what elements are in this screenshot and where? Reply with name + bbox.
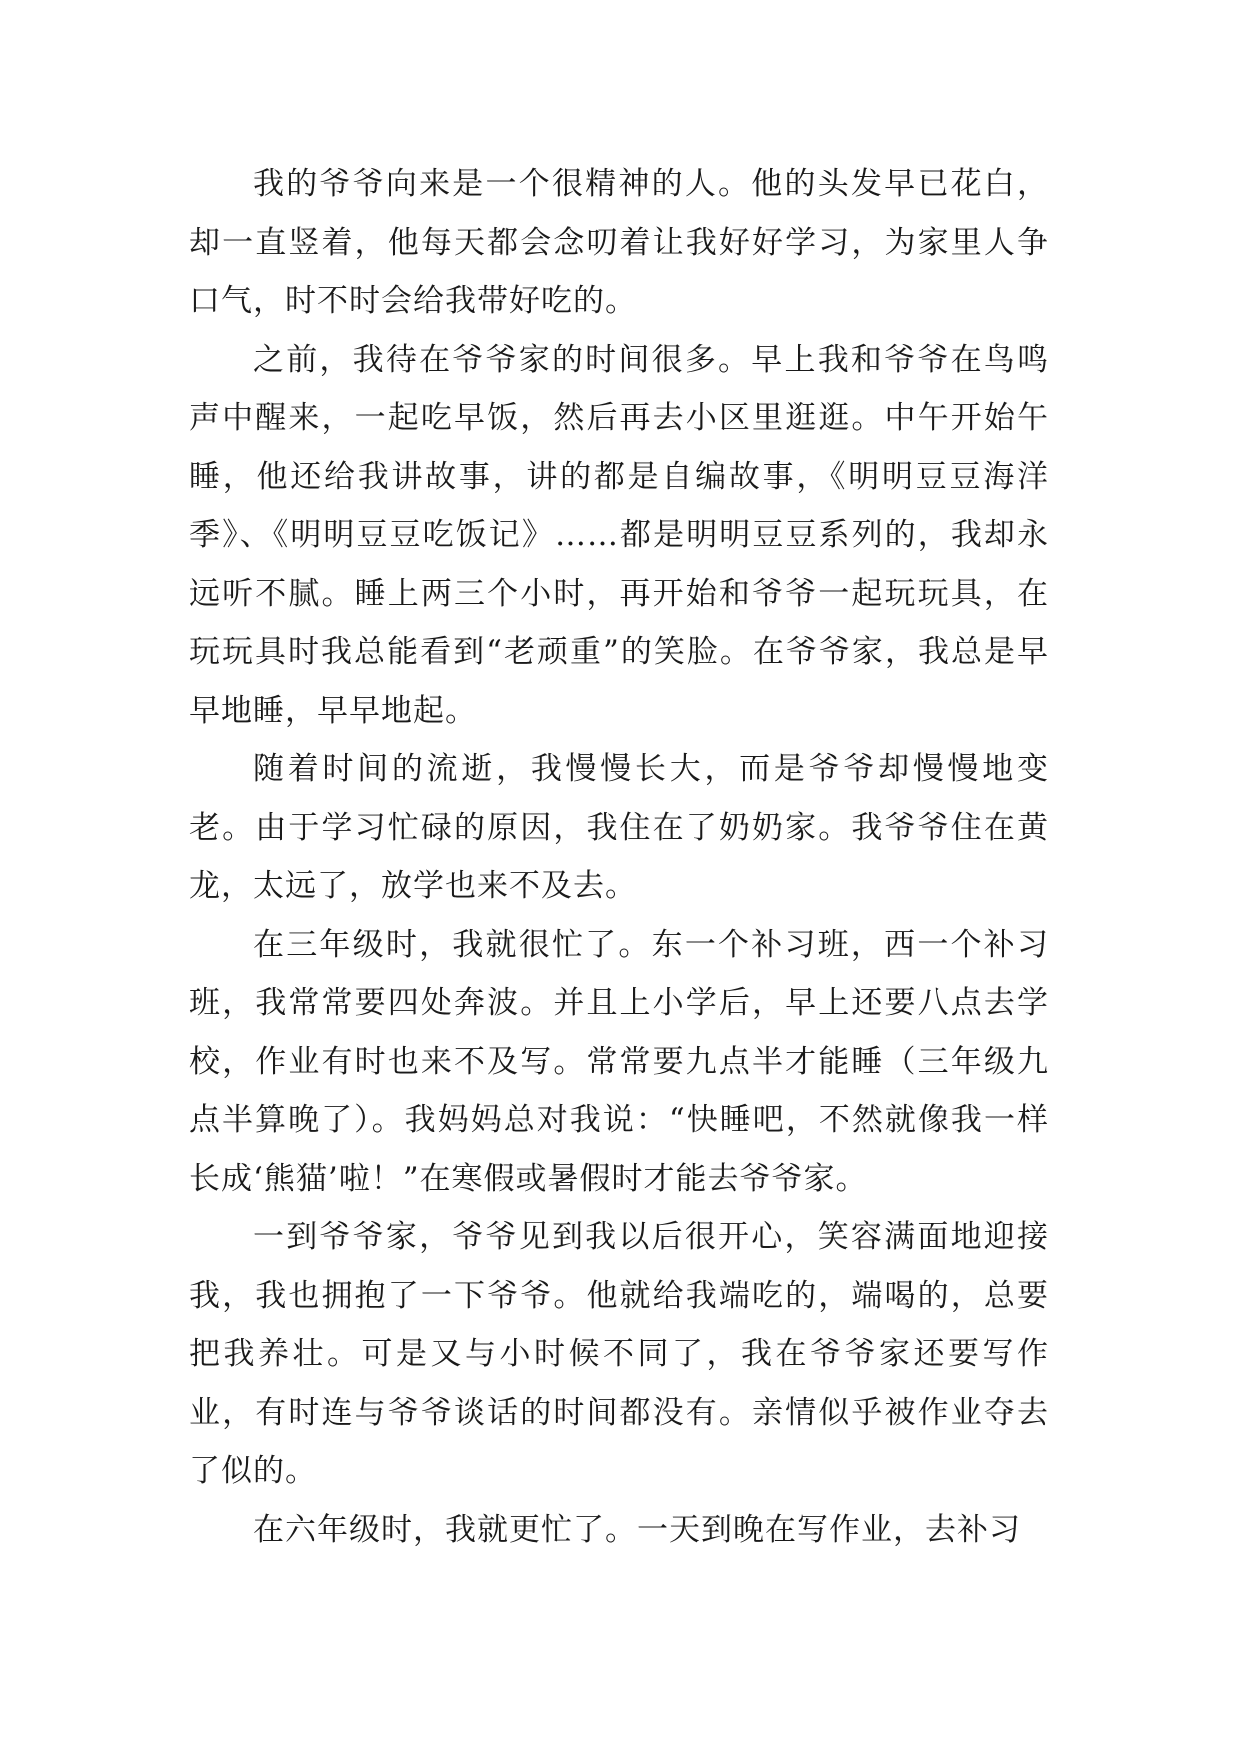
paragraph-3: 随着时间的流逝，我慢慢长大，而是爷爷却慢慢地变老。由于学习忙碌的原因，我住在了奶奶家。我爷爷住在黄龙，太远了，放学也来不及去。: [189, 751, 1049, 904]
paragraph-4: 在三年级时，我就很忙了。东一个补习班，西一个补习班，我常常要四处奔波。并且上小学后，早上还要八点去学校，作业有时也来不及写。常常要九点半才能睡（三年级九点半算晚了）。我妈妈总对我说：“快睡吧，不然就像我一样长成‘熊猫’啦！”在寒假或暑假时才能去爷爷家。: [189, 926, 1049, 1197]
document-body: [189, 155, 1049, 1559]
paragraph-2: 之前，我待在爷爷家的时间很多。早上我和爷爷在鸟鸣声中醒来，一起吃早饭，然后再去小区里逛逛。中午开始午睡，他还给我讲故事，讲的都是自编故事，《明明豆豆海洋季》、《明明豆豆吃饭记》……都是明明豆豆系列的，我却永远听不腻。睡上两三个小时，再开始和爷爷一起玩玩具，在玩玩具时我总能看到“老顽重”的笑脸。在爷爷家，我总是早早地睡，早早地起。: [189, 341, 1049, 729]
paragraph-1: 我的爷爷向来是一个很精神的人。他的头发早已花白，却一直竖着，他每天都会念叨着让我好好学习，为家里人争口气，时不时会给我带好吃的。: [189, 166, 1049, 319]
paragraph-5: 一到爷爷家，爷爷见到我以后很开心，笑容满面地迎接我，我也拥抱了一下爷爷。他就给我端吃的，端喝的，总要把我养壮。可是又与小时候不同了，我在爷爷家还要写作业，有时连与爷爷谈话的时间都没有。亲情似乎被作业夺去了似的。: [189, 1219, 1049, 1489]
paragraph-6: 在六年级时，我就更忙了。一天到晚在写作业，去补习: [253, 1511, 1021, 1548]
